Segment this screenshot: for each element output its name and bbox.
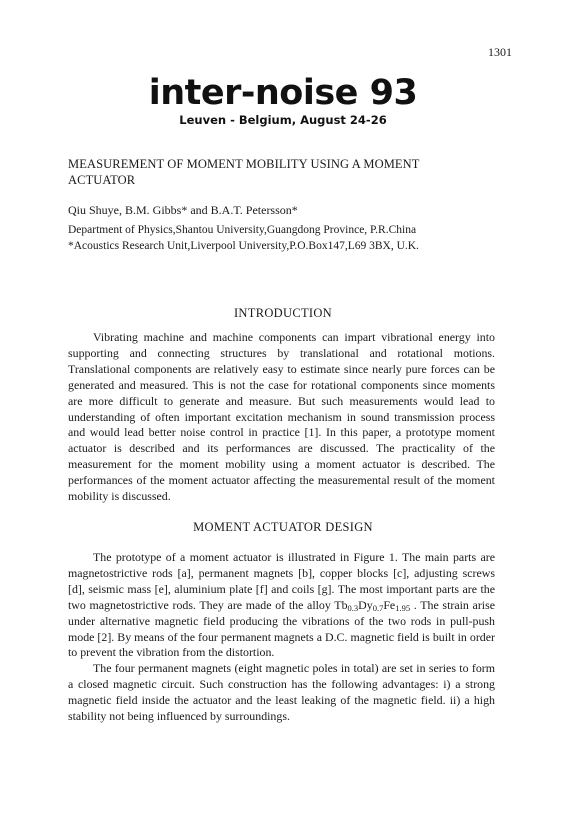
design-paragraph-1 xyxy=(68,550,495,661)
design-body xyxy=(68,550,495,725)
paper-authors: Qiu Shuye, B.M. Gibbs* and B.A.T. Petersson* xyxy=(68,203,298,217)
page-number: 1301 xyxy=(488,45,512,59)
affiliation-1: Department of Physics,Shantou University,Guangdong Province, P.R.China xyxy=(68,224,417,236)
introduction-paragraph: Vibrating machine and machine components can impart vibrational energy into supporting and connecting structures by translational and rotational motions. Translational components are relatively easy to estimate since nearly pure forces can be generated and measured. This is not the case for rotational components since moments are more difficult to generate and measure. But such measurements would lead to understanding of often important excitation mechanism in sound transmission process and would lead better noise control in practice [1]. In this paper, a prototype moment actuator is described and its performances are discussed. The practicality of the measurement for the moment mobility using a moment actuator is described. The performances of the moment actuator affecting the measuremental result of the moment mobility is discussed. xyxy=(68,330,495,504)
fe-symbol: Fe xyxy=(383,597,396,612)
paper-affiliations xyxy=(68,222,508,254)
design-paragraph-2: The four permanent magnets (eight magnetic poles in total) are set in series to form a closed magnetic circuit. Such construction has the following advantages: i) a strong magnetic field inside the actuator and the least leaking of the magnetic field. ii) a high stability not being influenced by surroundings. xyxy=(68,661,495,724)
paper-title: MEASUREMENT OF MOMENT MOBILITY USING A MOMENT ACTUATOR xyxy=(68,157,420,187)
fe-subscript: 1.95 xyxy=(395,602,411,613)
dy-subscript: 0.7 xyxy=(372,602,384,613)
section-heading-introduction: INTRODUCTION xyxy=(233,306,333,320)
section-heading-design: MOMENT ACTUATOR DESIGN xyxy=(193,520,373,534)
affiliation-2: *Acoustics Research Unit,Liverpool University,P.O.Box147,L69 3BX, U.K. xyxy=(68,240,419,252)
design-p1-text-b: . The strain arise under alternative magnetic field producing the vibrations of the two rods in pull-push mode [2]. By means of the four permanent magnets a D.C. magnetic field is built in order to prevent the vibration from the distortion. xyxy=(68,597,496,660)
introduction-body xyxy=(68,330,495,505)
design-p1-text-a: The prototype of a moment actuator is illustrated in Figure 1. The main parts are magnetostrictive rods [a], permanent magnets [b], copper blocks [c], adjusting screws [d], seismic mass [e], aluminium plate [f] and coils [g]. The most important parts are the two magnetostrictive rods. They are made of the alloy Tb xyxy=(68,550,495,612)
tb-subscript: 0.3 xyxy=(347,602,359,613)
dy-symbol: Dy xyxy=(358,597,373,612)
conference-location-date: Leuven - Belgium, August 24-26 xyxy=(179,113,387,127)
conference-logo: inter-noise 93 xyxy=(148,73,418,113)
